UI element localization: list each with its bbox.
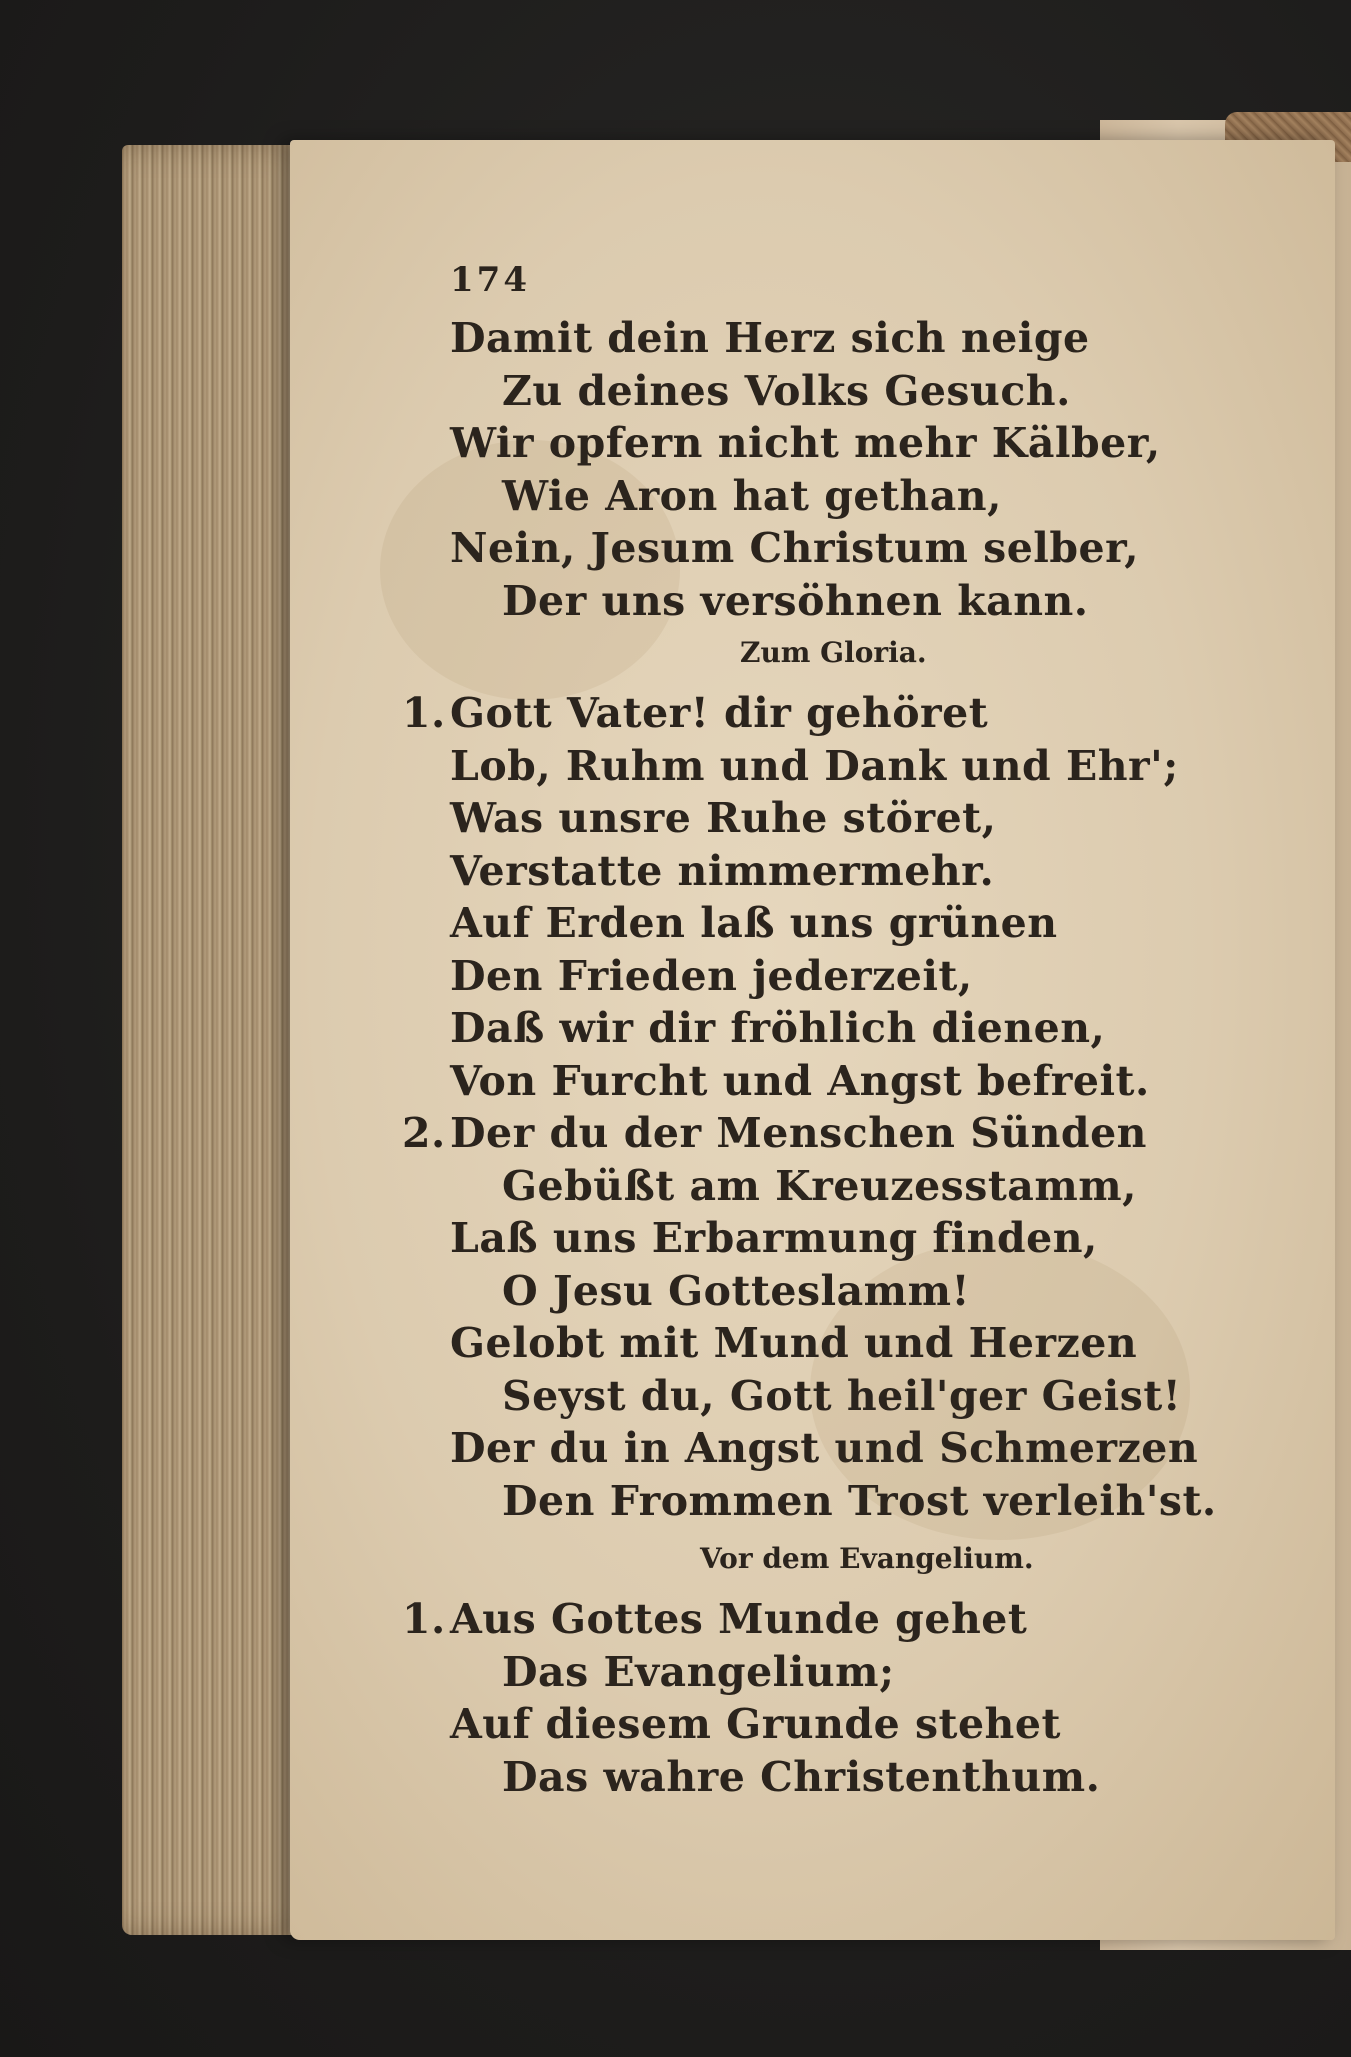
verse-line: Auf diesem Grunde stehet [450, 1700, 1061, 1748]
verse-line: Wie Aron hat gethan, [502, 471, 1002, 520]
verse-line: Lob, Ruhm und Dank und Ehr'; [450, 741, 1179, 790]
stanza-evangelium-1 [402, 1593, 1330, 1803]
verse-line: Verstatte nimmermehr. [450, 846, 995, 895]
verse-number: 1. [402, 1595, 446, 1643]
verse-line: Der du in Angst und Schmerzen [450, 1424, 1199, 1472]
page-number: 174 [450, 260, 530, 300]
verse-line: Zu deines Volks Gesuch. [502, 366, 1071, 415]
verse-number: 1. [402, 689, 446, 737]
section-heading-evangelium: Vor dem Evangelium. [700, 1542, 1034, 1575]
verse-line: Gott Vater! dir gehöret [450, 689, 989, 737]
verse-line: Was unsre Ruhe störet, [450, 794, 997, 842]
stanza-gloria-1 [402, 687, 1330, 1107]
verse-line: O Jesu Gotteslamm! [502, 1266, 970, 1315]
verse-line: Auf Erden laß uns grünen [450, 899, 1058, 947]
verse-line: Aus Gottes Munde gehet [450, 1595, 1028, 1643]
verse-line: Den Frommen Trost verleih'st. [502, 1476, 1217, 1525]
verse-line: Das Evangelium; [502, 1647, 895, 1696]
page-text [402, 260, 1330, 1803]
verse-line: Den Frieden jederzeit, [450, 951, 973, 1000]
stanza-continuation [450, 312, 1330, 627]
verse-line: Von Furcht und Angst befreit. [450, 1056, 1150, 1105]
verse-line: Wir opfern nicht mehr Kälber, [450, 419, 1161, 467]
verse-line: Gebüßt am Kreuzesstamm, [502, 1161, 1137, 1210]
book-page [290, 140, 1335, 1940]
verse-line: Der du der Menschen Sünden [450, 1109, 1147, 1157]
section-heading-gloria: Zum Gloria. [740, 636, 927, 669]
verse-line: Daß wir dir fröhlich dienen, [450, 1004, 1106, 1052]
stanza-gloria-2 [402, 1107, 1330, 1527]
verse-number: 2. [402, 1109, 446, 1157]
verse-line: Nein, Jesum Christum selber, [450, 524, 1140, 572]
verse-line: Gelobt mit Mund und Herzen [450, 1319, 1138, 1367]
verse-line: Seyst du, Gott heil'ger Geist! [502, 1371, 1182, 1420]
verse-line: Der uns versöhnen kann. [502, 576, 1089, 625]
verse-line: Das wahre Christenthum. [502, 1752, 1101, 1801]
verse-line: Damit dein Herz sich neige [450, 314, 1090, 362]
verse-line: Laß uns Erbarmung finden, [450, 1214, 1098, 1262]
